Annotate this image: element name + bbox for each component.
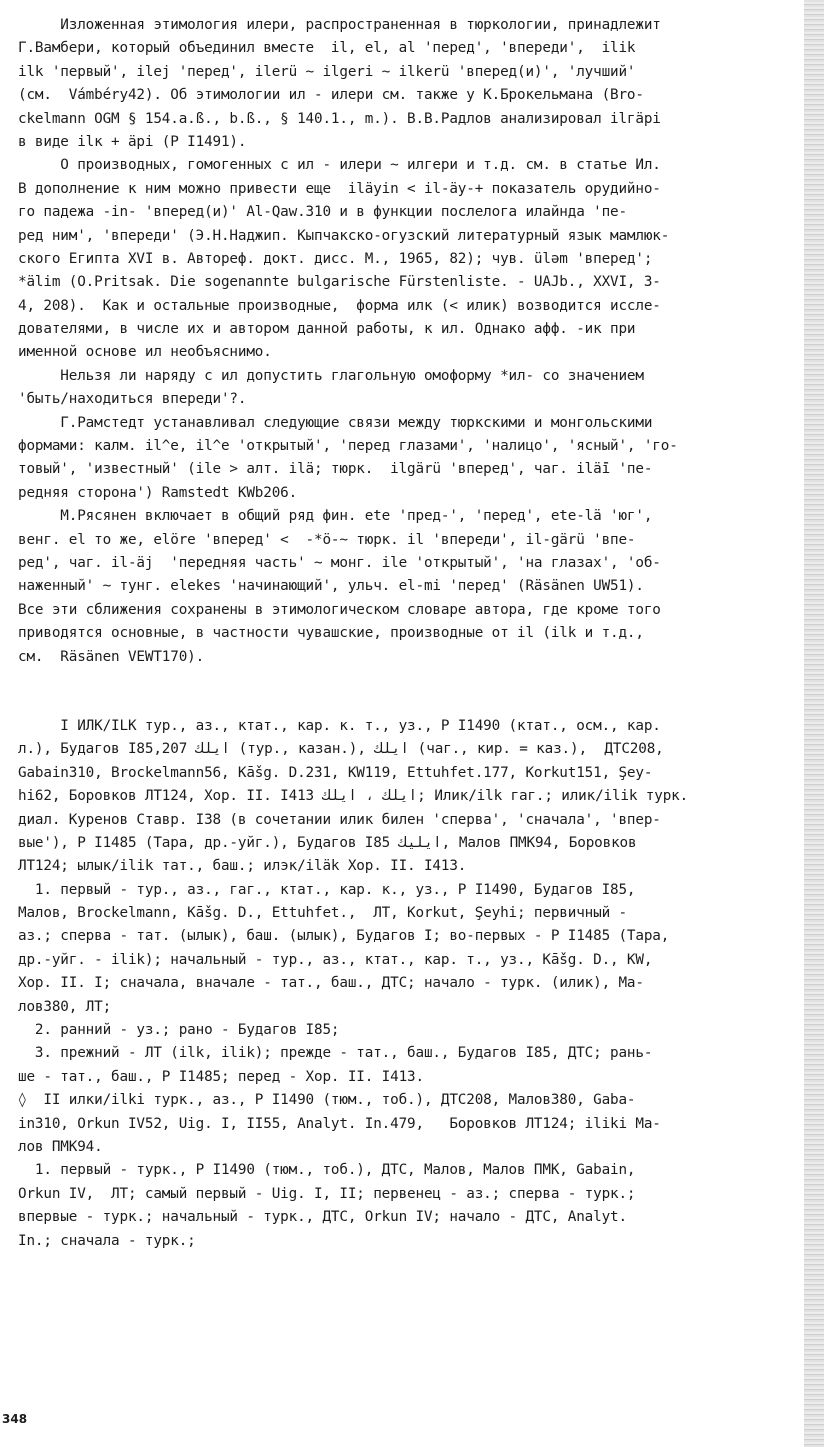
text-line: именной основе ил необъяснимо. [18, 344, 272, 361]
text-line: 2. ранний - уз.; рано - Будагов I85; [18, 1022, 340, 1039]
text-line: 1. первый - тур., аз., гаг., ктат., кар. к., уз., Р I1490, Будагов I85, [18, 881, 636, 898]
text-line: ред', чаг. il-äj 'передняя часть' ~ монг. ile 'открытый', 'на глазах', 'об- [18, 554, 661, 571]
section-gap [18, 669, 804, 715]
text-line: ЛТ124; ылык/ilik тат., баш.; илэк/iläk Хор. II. I413. [18, 858, 467, 875]
text-line: In.; сначала - турк.; [18, 1232, 196, 1249]
text-line: 1. первый - турк., Р I1490 (тюм., тоб.), ДТС, Малов, Малов ПМК, Gabain, [18, 1162, 636, 1179]
text-line: диал. Куренов Ставр. I38 (в сочетании илик билен 'сперва', 'сначала', 'впер- [18, 811, 661, 828]
paragraph-p1 [18, 14, 804, 154]
text-line: in310, Orkun IV52, Uig. I, II55, Analyt. In.479, Боровков ЛТ124; iliki Ма- [18, 1115, 661, 1132]
text-line: *älim (O.Pritsak. Die sogenannte bulgarische Fürstenliste. - UAJb., XXVI, 3- [18, 274, 661, 291]
text-line: л.), Будагов I85,207 ایلك (тур., казан.), ایلك (чаг., кир. = каз.), ДТС208, [18, 741, 664, 758]
text-line: О производных, гомогенных с ил - илери ~ илгери и т.д. см. в статье Ил. [18, 157, 661, 174]
page-body [18, 14, 804, 1253]
paragraph-p4 [18, 412, 804, 506]
paragraph-p8 [18, 1019, 804, 1042]
text-line: редняя сторона') Ramstedt KWb206. [18, 484, 298, 501]
text-line: 'быть/находиться впереди'?. [18, 391, 247, 408]
text-line: ckelmann OGM § 154.a.ß., b.ß., § 140.1., m.). В.В.Радлов анализировал ilгäрi [18, 110, 661, 127]
text-line: приводятся основные, в частности чувашские, производные от il (ilk и т.д., [18, 625, 644, 642]
text-line: (см. Vámbéry42). Об этимологии ил - илери см. также у К.Брокельмана (Bro- [18, 87, 644, 104]
text-line: В дополнение к ним можно привести еще iläyin < il-äy-+ показатель орудийно- [18, 180, 661, 197]
text-line: аз.; сперва - тат. (ылык), баш. (ылык), Будагов I; во-первых - Р I1485 (Тара, [18, 928, 670, 945]
text-line: Gabain310, Brockelmann56, Kāšg. D.231, KW119, Ettuhfet.177, Korkut151, Şey- [18, 764, 653, 781]
text-line: ского Египта XVI в. Автореф. докт. дисс. М., 1965, 82); чув. üləm 'вперед'; [18, 250, 653, 267]
paragraph-p9 [18, 1042, 804, 1089]
text-line: Малов, Brockelmann, Kāšg. D., Ettuhfet., ЛТ, Korkut, Şeyhi; первичный - [18, 905, 627, 922]
text-line: лов ПМК94. [18, 1138, 103, 1155]
text-line: Г.Рамстедт устанавливал следующие связи между тюркскими и монгольскими [18, 414, 653, 431]
text-line: см. Räsänen VEWT170). [18, 648, 205, 665]
page-number: 348 [2, 1412, 28, 1426]
paragraph-p5 [18, 505, 804, 669]
paragraph-p10 [18, 1089, 804, 1159]
text-line: Г.Вамбери, который объединил вместе il, el, al 'перед', 'впереди', ilik [18, 40, 636, 57]
text-line: лов380, ЛТ; [18, 998, 112, 1015]
text-line: Orkun IV, ЛТ; самый первый - Uig. I, II; первенец - аз.; сперва - турк.; [18, 1185, 636, 1202]
text-line: Нельзя ли наряду с ил допустить глагольную омоформу *ил- со значением [18, 367, 644, 384]
text-line: формами: калм. il^e, il^e 'открытый', 'перед глазами', 'налицо', 'ясный', 'го- [18, 438, 678, 455]
text-line: ше - тат., баш., Р I1485; перед - Хор. II. I413. [18, 1068, 424, 1085]
text-line: 3. прежний - ЛТ (ilk, ilik); прежде - тат., баш., Будагов I85, ДТС; рань- [18, 1045, 653, 1062]
text-line: др.-уйг. - ilik); начальный - тур., аз., ктат., кар. т., уз., Kāšg. D., KW, [18, 951, 653, 968]
text-line: hi62, Боровков ЛТ124, Хор. II. I413 ایلك ، ایلك; Илик/ilk гаг.; илик/ilik турк. [18, 788, 689, 805]
text-line: впервые - турк.; начальный - турк., ДТС, Orkun IV; начало - ДТС, Analyt. [18, 1209, 627, 1226]
paragraph-p3 [18, 365, 804, 412]
text-line: венг. el то же, elöre 'вперед' < -*ö-~ тюрк. il 'впереди', il-gärü 'впе- [18, 531, 636, 548]
paragraph-p6 [18, 715, 804, 879]
text-line: М.Рясянен включает в общий ряд фин. ete 'пред-', 'перед', ete-lä 'юг', [18, 508, 653, 525]
text-line: товый', 'известный' (ile > алт. ilä; тюрк. ilgärü 'вперед', чаг. ilä̈i 'пе- [18, 461, 653, 478]
paragraph-p7 [18, 879, 804, 1019]
text-line: 4, 208). Как и остальные производные, форма илк (< илик) возводится иссле- [18, 297, 661, 314]
text-line: дователями, в числе их и автором данной работы, к ил. Однако афф. -ик при [18, 321, 636, 338]
scan-edge-shadow [804, 0, 824, 1447]
text-line: Все эти сближения сохранены в этимологическом словаре автора, где кроме того [18, 601, 661, 618]
paragraph-p11 [18, 1159, 804, 1253]
text-line: I ИЛК/ILK тур., аз., ктат., кар. к. т., уз., Р I1490 (ктат., осм., кар. [18, 717, 661, 734]
text-line: вые'), Р I1485 (Тара, др.-уйг.), Будагов I85 ایلیك, Малов ПМК94, Боровков [18, 834, 637, 851]
text-line: Изложенная этимология илери, распространенная в тюркологии, принадлежит [18, 17, 661, 33]
text-line: ред ним', 'впереди' (Э.Н.Наджип. Кыпчакско-огузский литературный язык мамлюк- [18, 227, 670, 244]
paragraph-p2 [18, 154, 804, 365]
text-line: Хор. II. I; сначала, вначале - тат., баш., ДТС; начало - турк. (илик), Ма- [18, 975, 644, 992]
text-line: в виде ilк + äрi (Р I1491). [18, 133, 247, 150]
text-line: наженный' ~ тунг. elekes 'начинающий', ульч. el-mi 'перед' (Räsänen UW51). [18, 578, 644, 595]
text-line: ◊ II илки/ilki турк., аз., Р I1490 (тюм., тоб.), ДТС208, Малов380, Gaba- [18, 1092, 636, 1109]
text-line: го падежа -in- 'вперед(и)' Al-Qaw.310 и в функции послелога илайнда 'пе- [18, 204, 627, 221]
text-line: ilk 'первый', ilej 'перед', ilerü ~ ilgeri ~ ilkerü 'вперед(и)', 'лучший' [18, 63, 636, 80]
